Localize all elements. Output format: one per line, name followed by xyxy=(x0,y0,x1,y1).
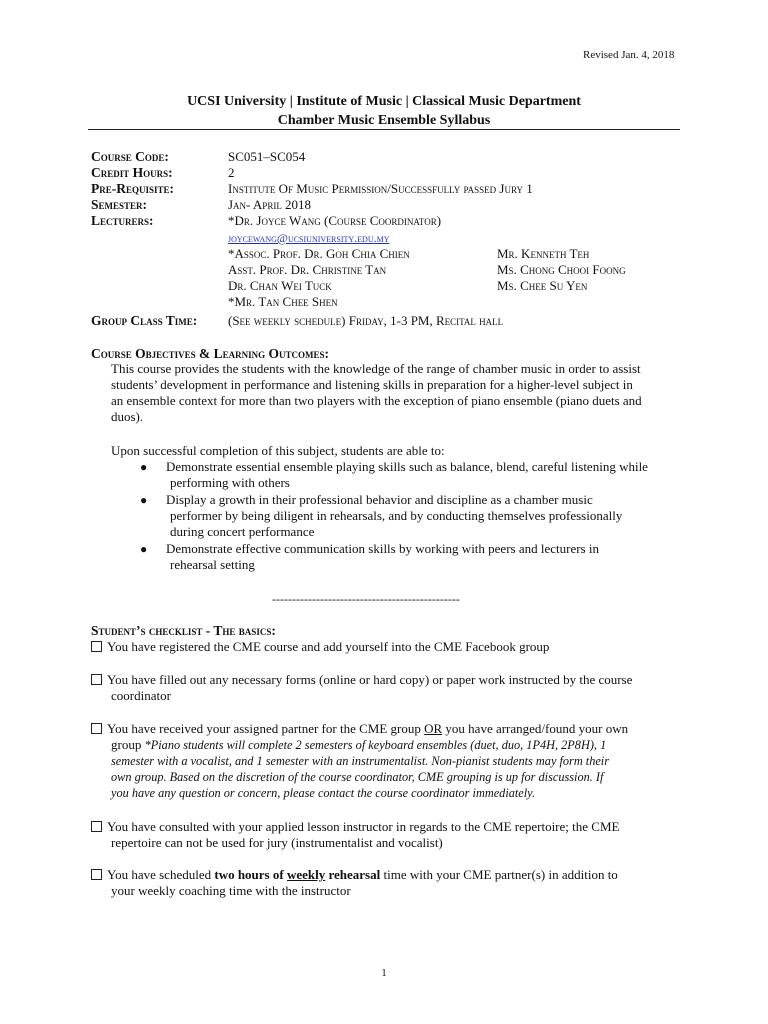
checkbox-icon[interactable] xyxy=(91,641,102,652)
checklist-heading-part: Student’s checklist - xyxy=(91,623,214,638)
lecturer-item: Mr. Kenneth Teh xyxy=(497,246,590,261)
checklist-heading-part: The basics: xyxy=(213,623,276,638)
text-line: rehearsal setting xyxy=(170,557,255,572)
credit-hours-label: Credit Hours: xyxy=(91,165,173,180)
outcome-bullet xyxy=(140,492,700,540)
piano-note: you have any question or concern, please contact the course coordinator immediately. xyxy=(111,786,536,800)
text-line: You have consulted with your applied lesson instructor in regards to the CME repertoire; the CME xyxy=(107,819,620,834)
outcome-bullet xyxy=(140,459,700,491)
text-line: You have registered the CME course and add yourself into the CME Facebook group xyxy=(107,639,550,654)
text-fragment: rehearsal xyxy=(325,867,381,882)
text-line: Display a growth in their professional behavior and discipline as a chamber music xyxy=(166,492,593,507)
lecturer-item: *Assoc. Prof. Dr. Goh Chia Chien xyxy=(228,246,410,261)
text-fragment: you have arranged/found your own xyxy=(442,721,629,736)
outcome-bullet xyxy=(140,541,700,573)
document-subtitle: Chamber Music Ensemble Syllabus xyxy=(277,113,491,128)
group-class-label: Group Class Time: xyxy=(91,313,198,328)
text-line: performing with others xyxy=(170,475,290,490)
text-line: repertoire can not be used for jury (instrumentalist and vocalist) xyxy=(111,835,443,850)
lecturer-coordinator: *Dr. Joyce Wang (Course Coordinator) xyxy=(228,213,442,228)
bullet-icon: ● xyxy=(140,460,148,474)
checklist-item xyxy=(91,639,691,655)
text-fragment: time with your CME partner(s) in addition to xyxy=(380,867,618,882)
text-line: Demonstrate essential ensemble playing skills such as balance, blend, careful listening while xyxy=(166,459,648,474)
text-line: performer by being diligent in rehearsals, and by conducting themselves professionally xyxy=(170,508,623,523)
text-line: Demonstrate effective communication skills by working with peers and lecturers in xyxy=(166,541,599,556)
lecturer-item: Asst. Prof. Dr. Christine Tan xyxy=(228,262,387,277)
prerequisite-label: Pre-Requisite: xyxy=(91,181,175,196)
lecturer-item: *Mr. Tan Chee Shen xyxy=(228,294,338,309)
text-line: coordinator xyxy=(111,688,171,703)
text-line: This course provides the students with the knowledge of the range of chamber music in order to assist xyxy=(111,361,641,376)
course-code-label: Course Code: xyxy=(91,149,169,164)
checkbox-icon[interactable] xyxy=(91,723,102,734)
text-line: during concert performance xyxy=(170,524,315,539)
checklist-item xyxy=(91,721,691,801)
checkbox-icon[interactable] xyxy=(91,674,102,685)
checkbox-icon[interactable] xyxy=(91,869,102,880)
lecturer-item: Ms. Chong Chooi Foong xyxy=(497,262,626,277)
coordinator-email-link[interactable]: joycewang@ucsiuniversity.edu.my xyxy=(228,231,390,245)
semester-label: Semester: xyxy=(91,197,148,212)
course-code-value: SC051–SC054 xyxy=(228,149,306,164)
checkbox-icon[interactable] xyxy=(91,821,102,832)
semester-value: Jan- April 2018 xyxy=(228,197,312,212)
text-fragment: OR xyxy=(424,721,443,736)
group-class-value: (See weekly schedule) Friday, 1-3 PM, Recital hall xyxy=(228,313,504,328)
text-fragment: group xyxy=(111,737,145,752)
lecturer-item: Ms. Chee Su Yen xyxy=(497,278,588,293)
text-line: your weekly coaching time with the instructor xyxy=(111,883,351,898)
text-line: students’ development in performance and listening skills in preparation for a higher-level subject in xyxy=(111,377,633,392)
bullet-icon: ● xyxy=(140,493,148,507)
document-title: UCSI University | Institute of Music | Classical Music Department xyxy=(187,94,581,109)
lecturers-label: Lecturers: xyxy=(91,213,154,228)
bullet-icon: ● xyxy=(140,542,148,556)
objectives-heading: Course Objectives & Learning Outcomes: xyxy=(91,346,330,361)
text-fragment: weekly xyxy=(286,867,326,882)
title-rule xyxy=(88,129,680,130)
outcomes-intro: Upon successful completion of this subject, students are able to: xyxy=(111,443,445,458)
piano-note: own group. Based on the discretion of the course coordinator, CME grouping is up for discussion. If xyxy=(111,770,604,784)
lecturer-item: Dr. Chan Wei Tuck xyxy=(228,278,332,293)
section-divider: ----------------------------------------------- xyxy=(272,592,460,606)
checklist-item xyxy=(91,672,691,704)
objectives-intro xyxy=(111,361,691,425)
piano-note: semester with a vocalist, and 1 semester with an instrumentalist. Non-pianist students may form their xyxy=(111,754,610,768)
text-fragment: two hours of xyxy=(214,867,287,882)
checklist-item xyxy=(91,867,691,899)
prerequisite-value: Institute Of Music Permission/Successfully passed Jury 1 xyxy=(228,181,533,196)
page-number: 1 xyxy=(381,967,387,979)
text-line: duos). xyxy=(111,409,144,424)
text-line: You have filled out any necessary forms (online or hard copy) or paper work instructed by the course xyxy=(107,672,633,687)
credit-hours-value: 2 xyxy=(228,165,235,180)
revision-date: Revised Jan. 4, 2018 xyxy=(583,49,675,61)
text-fragment: You have received your assigned partner for the CME group xyxy=(107,721,425,736)
text-line: an ensemble context for more than two players with the exception of piano ensemble (piano duets and xyxy=(111,393,642,408)
text-fragment: You have scheduled xyxy=(107,867,215,882)
checklist-heading xyxy=(91,623,276,639)
piano-note: *Piano students will complete 2 semesters of keyboard ensembles (duet, duo, 1P4H, 2P8H), 1 xyxy=(144,738,607,752)
checklist-item xyxy=(91,819,691,851)
